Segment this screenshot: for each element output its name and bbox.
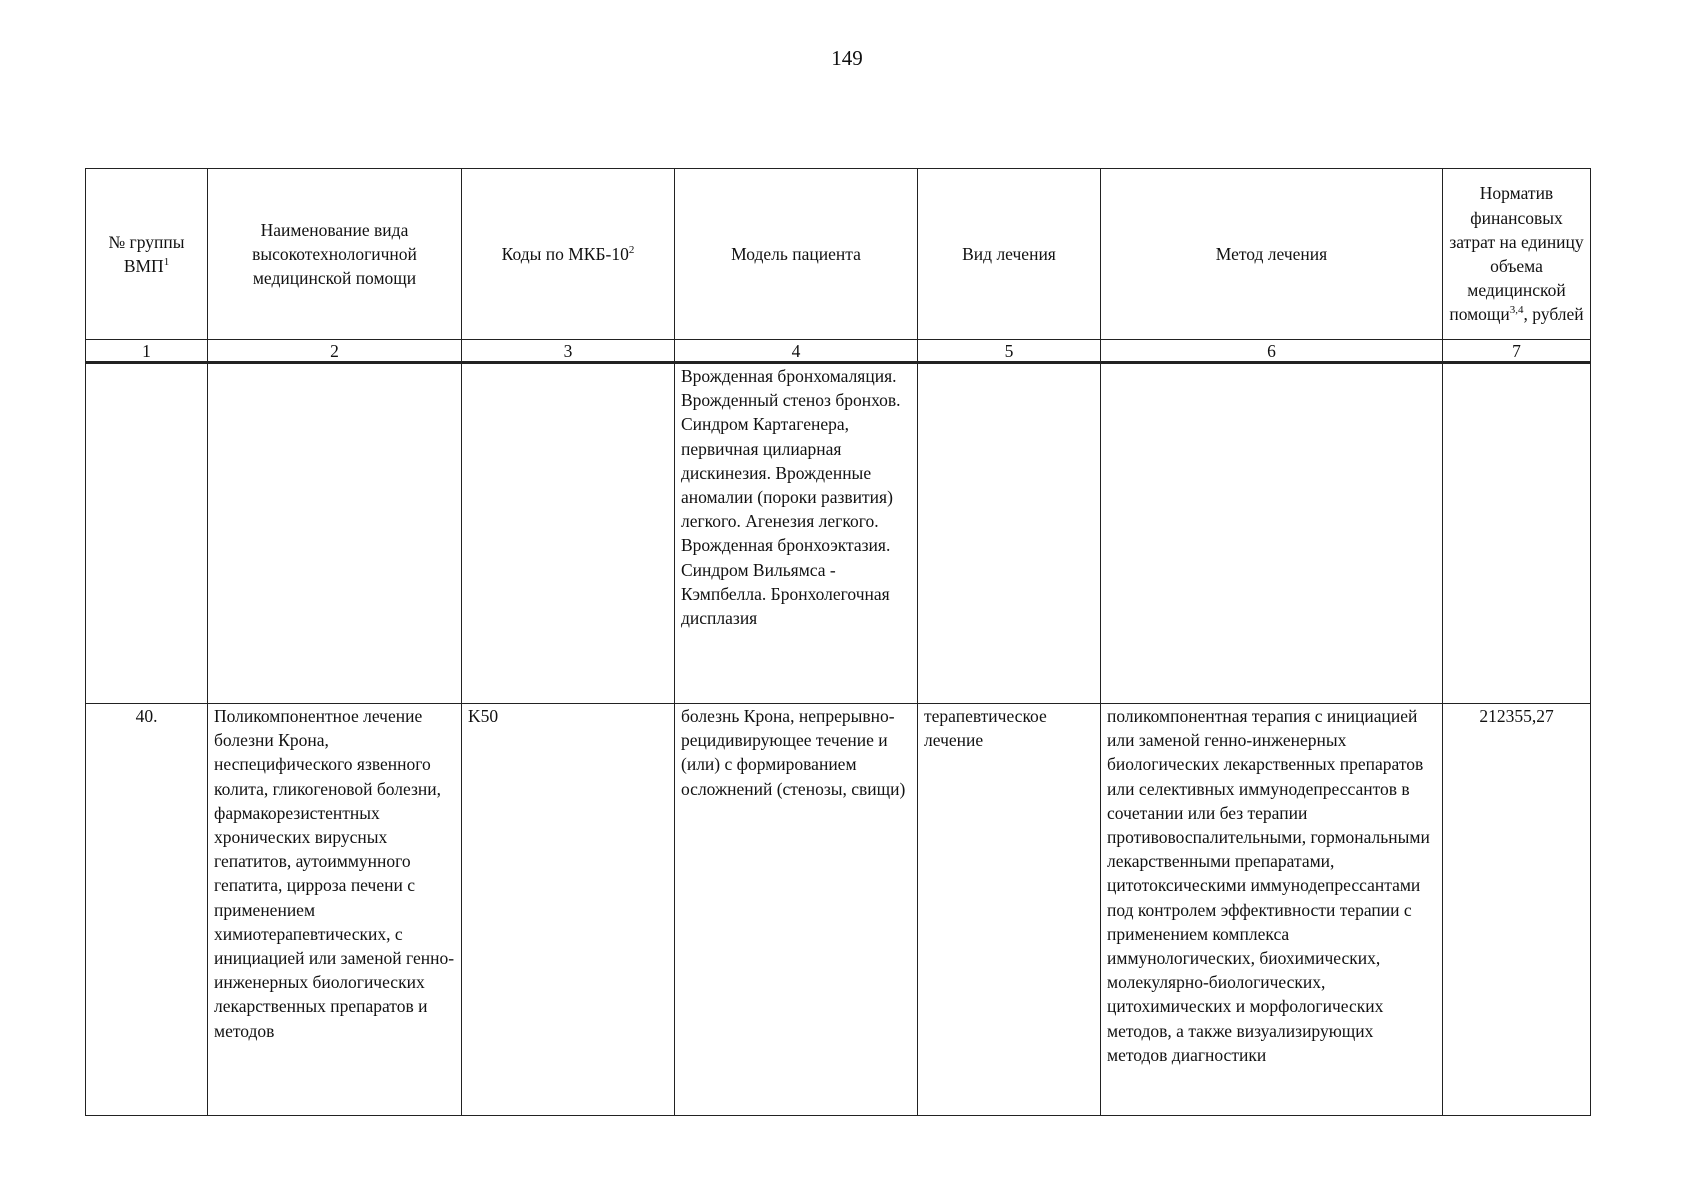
cell-name	[208, 363, 462, 704]
col-header-codes: Коды по МКБ-$10^2$	[462, 169, 675, 340]
cell-norm	[1443, 363, 1591, 704]
col-number: 6	[1101, 340, 1443, 363]
cell-model: Врожденная бронхомаляция. Врожденный стеноз бронхов. Синдром Картагенера, первичная цилиарная дискинезия. Врожденные аномалии (пороки развития) легкого. Агенезия легкого. Врожденная бронхоэктазия. Синдром Вильямса - Кэмпбелла. Бронхолегочная дисплазия	[675, 363, 918, 704]
table-row	[86, 363, 1591, 704]
cell-treatment: терапевтическое лечение	[918, 704, 1101, 1116]
col-header-model: Модель пациента	[675, 169, 918, 340]
cell-treatment	[918, 363, 1101, 704]
col-number: 1	[86, 340, 208, 363]
cell-method	[1101, 363, 1443, 704]
col-header-group: № группы ВМП$^1$	[86, 169, 208, 340]
col-header-method: Метод лечения	[1101, 169, 1443, 340]
col-number: 2	[208, 340, 462, 363]
cell-name: Поликомпонентное лечение болезни Крона, неспецифического язвенного колита, гликогеновой болезни, фармакорезистентных хронических вирусных гепатитов, аутоиммунного гепатита, цирроза печени с применением химиотерапевтических, с инициацией или заменой генно-инженерных биологических лекарственных препаратов и методов	[208, 704, 462, 1116]
cell-codes: K50	[462, 704, 675, 1116]
cell-codes	[462, 363, 675, 704]
table-row	[86, 704, 1591, 1116]
cell-group: 40.	[86, 704, 208, 1116]
col-number: 3	[462, 340, 675, 363]
col-header-treatment: Вид лечения	[918, 169, 1101, 340]
col-number: 5	[918, 340, 1101, 363]
vmp-table	[85, 168, 1591, 1116]
col-header-norm: Норматив финансовых затрат на единицу объема медицинской помощи$^{3,4}$, рублей	[1443, 169, 1591, 340]
cell-method: поликомпонентная терапия с инициацией или заменой генно-инженерных биологических лекарственных препаратов или селективных иммунодепрессантов в сочетании или без терапии противовоспалительными, гормональными лекарственными препаратами, цитотоксическими иммунодепрессантами под контролем эффективности терапии с применением комплекса иммунологических, биохимических, молекулярно-биологических, цитохимических и морфологических методов, а также визуализирующих методов диагностики	[1101, 704, 1443, 1116]
cell-norm: 212355,27	[1443, 704, 1591, 1116]
col-number: 4	[675, 340, 918, 363]
page-number: 149	[831, 46, 863, 70]
column-numbers-row	[86, 340, 1591, 363]
col-number: 7	[1443, 340, 1591, 363]
cell-model: болезнь Крона, непрерывно-рецидивирующее течение и (или) с формированием осложнений (стенозы, свищи)	[675, 704, 918, 1116]
cell-group	[86, 363, 208, 704]
col-header-name: Наименование вида высокотехнологичной медицинской помощи	[208, 169, 462, 340]
header-row	[86, 169, 1591, 340]
